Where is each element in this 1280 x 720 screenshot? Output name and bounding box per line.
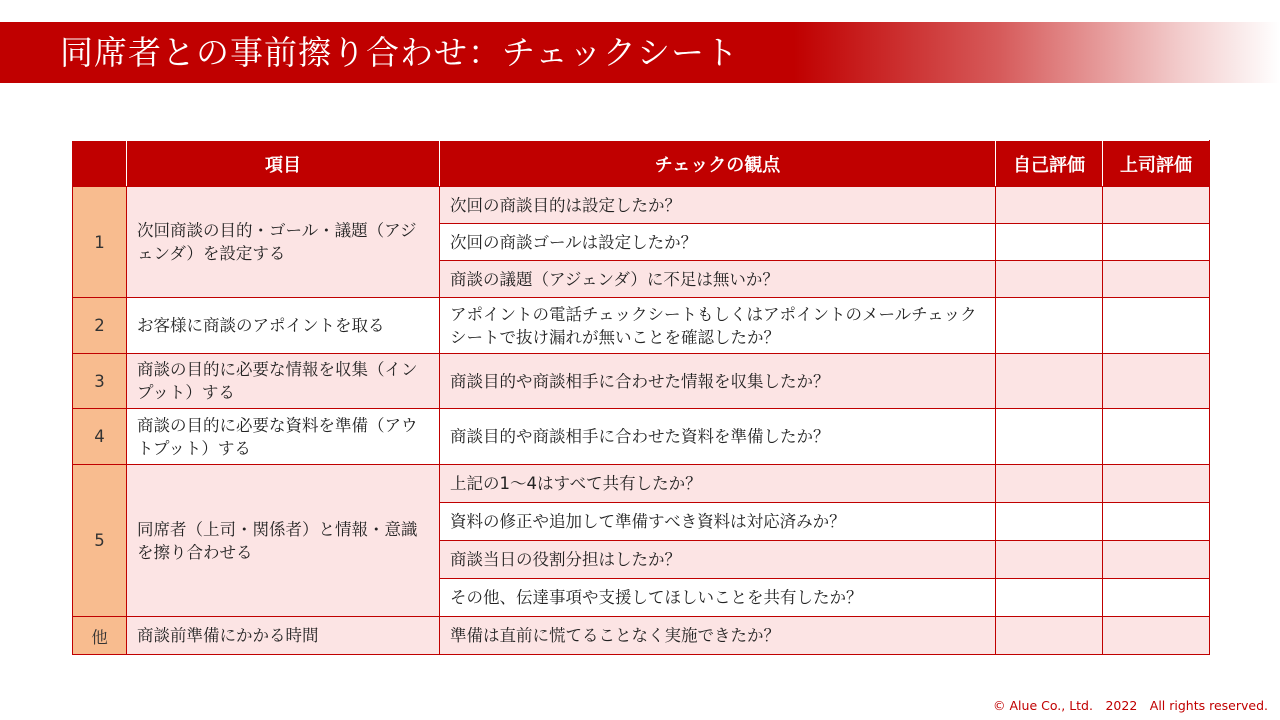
self-eval-cell[interactable]: [996, 541, 1103, 579]
self-eval-cell[interactable]: [996, 187, 1103, 224]
header-check: チェックの観点: [440, 141, 996, 187]
item-cell: 同席者（上司・関係者）と情報・意識を擦り合わせる: [127, 465, 440, 617]
table-row: [73, 465, 1210, 503]
header-item: 項目: [127, 141, 440, 187]
item-cell: 次回商談の目的・ゴール・議題（アジェンダ）を設定する: [127, 187, 440, 298]
boss-eval-cell[interactable]: [1103, 354, 1210, 409]
title-bar: [0, 22, 1280, 83]
self-eval-cell[interactable]: [996, 409, 1103, 465]
boss-eval-cell[interactable]: [1103, 579, 1210, 617]
row-number: 5: [73, 465, 127, 617]
check-point: 準備は直前に慌てることなく実施できたか？: [440, 617, 996, 655]
check-point: 商談目的や商談相手に合わせた情報を収集したか？: [440, 354, 996, 409]
boss-eval-cell[interactable]: [1103, 503, 1210, 541]
self-eval-cell[interactable]: [996, 261, 1103, 298]
boss-eval-cell[interactable]: [1103, 465, 1210, 503]
boss-eval-cell[interactable]: [1103, 187, 1210, 224]
table-row: [73, 298, 1210, 354]
copyright-notice: © Alue Co., Ltd. 2022 All rights reserved.: [993, 698, 1268, 713]
self-eval-cell[interactable]: [996, 617, 1103, 655]
page-title: 同席者との事前擦り合わせ：チェックシート: [60, 33, 740, 72]
header-self-eval: 自己評価: [996, 141, 1103, 187]
header-boss-eval: 上司評価: [1103, 141, 1210, 187]
row-number: 3: [73, 354, 127, 409]
header-row: [73, 141, 1210, 187]
self-eval-cell[interactable]: [996, 224, 1103, 261]
row-number: 2: [73, 298, 127, 354]
table-row: [73, 354, 1210, 409]
item-cell: 商談前準備にかかる時間: [127, 617, 440, 655]
table-row: [73, 617, 1210, 655]
item-cell: 商談の目的に必要な情報を収集（インプット）する: [127, 354, 440, 409]
check-point: アポイントの電話チェックシートもしくはアポイントのメールチェックシートで抜け漏れが無いことを確認したか？: [440, 298, 996, 354]
self-eval-cell[interactable]: [996, 579, 1103, 617]
check-point: その他、伝達事項や支援してほしいことを共有したか？: [440, 579, 996, 617]
self-eval-cell[interactable]: [996, 298, 1103, 354]
check-point: 資料の修正や追加して準備すべき資料は対応済みか？: [440, 503, 996, 541]
table-row: [73, 409, 1210, 465]
boss-eval-cell[interactable]: [1103, 224, 1210, 261]
row-number: 他: [73, 617, 127, 655]
row-number: 4: [73, 409, 127, 465]
check-sheet-table: [72, 140, 1210, 655]
self-eval-cell[interactable]: [996, 503, 1103, 541]
self-eval-cell[interactable]: [996, 465, 1103, 503]
self-eval-cell[interactable]: [996, 354, 1103, 409]
check-point: 商談当日の役割分担はしたか？: [440, 541, 996, 579]
check-point: 商談目的や商談相手に合わせた資料を準備したか？: [440, 409, 996, 465]
boss-eval-cell[interactable]: [1103, 298, 1210, 354]
check-point: 次回の商談ゴールは設定したか？: [440, 224, 996, 261]
boss-eval-cell[interactable]: [1103, 541, 1210, 579]
table-row: [73, 187, 1210, 224]
boss-eval-cell[interactable]: [1103, 409, 1210, 465]
boss-eval-cell[interactable]: [1103, 261, 1210, 298]
check-point: 次回の商談目的は設定したか？: [440, 187, 996, 224]
check-point: 上記の1～4はすべて共有したか？: [440, 465, 996, 503]
item-cell: 商談の目的に必要な資料を準備（アウトプット）する: [127, 409, 440, 465]
item-cell: お客様に商談のアポイントを取る: [127, 298, 440, 354]
header-num: [73, 141, 127, 187]
check-point: 商談の議題（アジェンダ）に不足は無いか？: [440, 261, 996, 298]
row-number: 1: [73, 187, 127, 298]
boss-eval-cell[interactable]: [1103, 617, 1210, 655]
